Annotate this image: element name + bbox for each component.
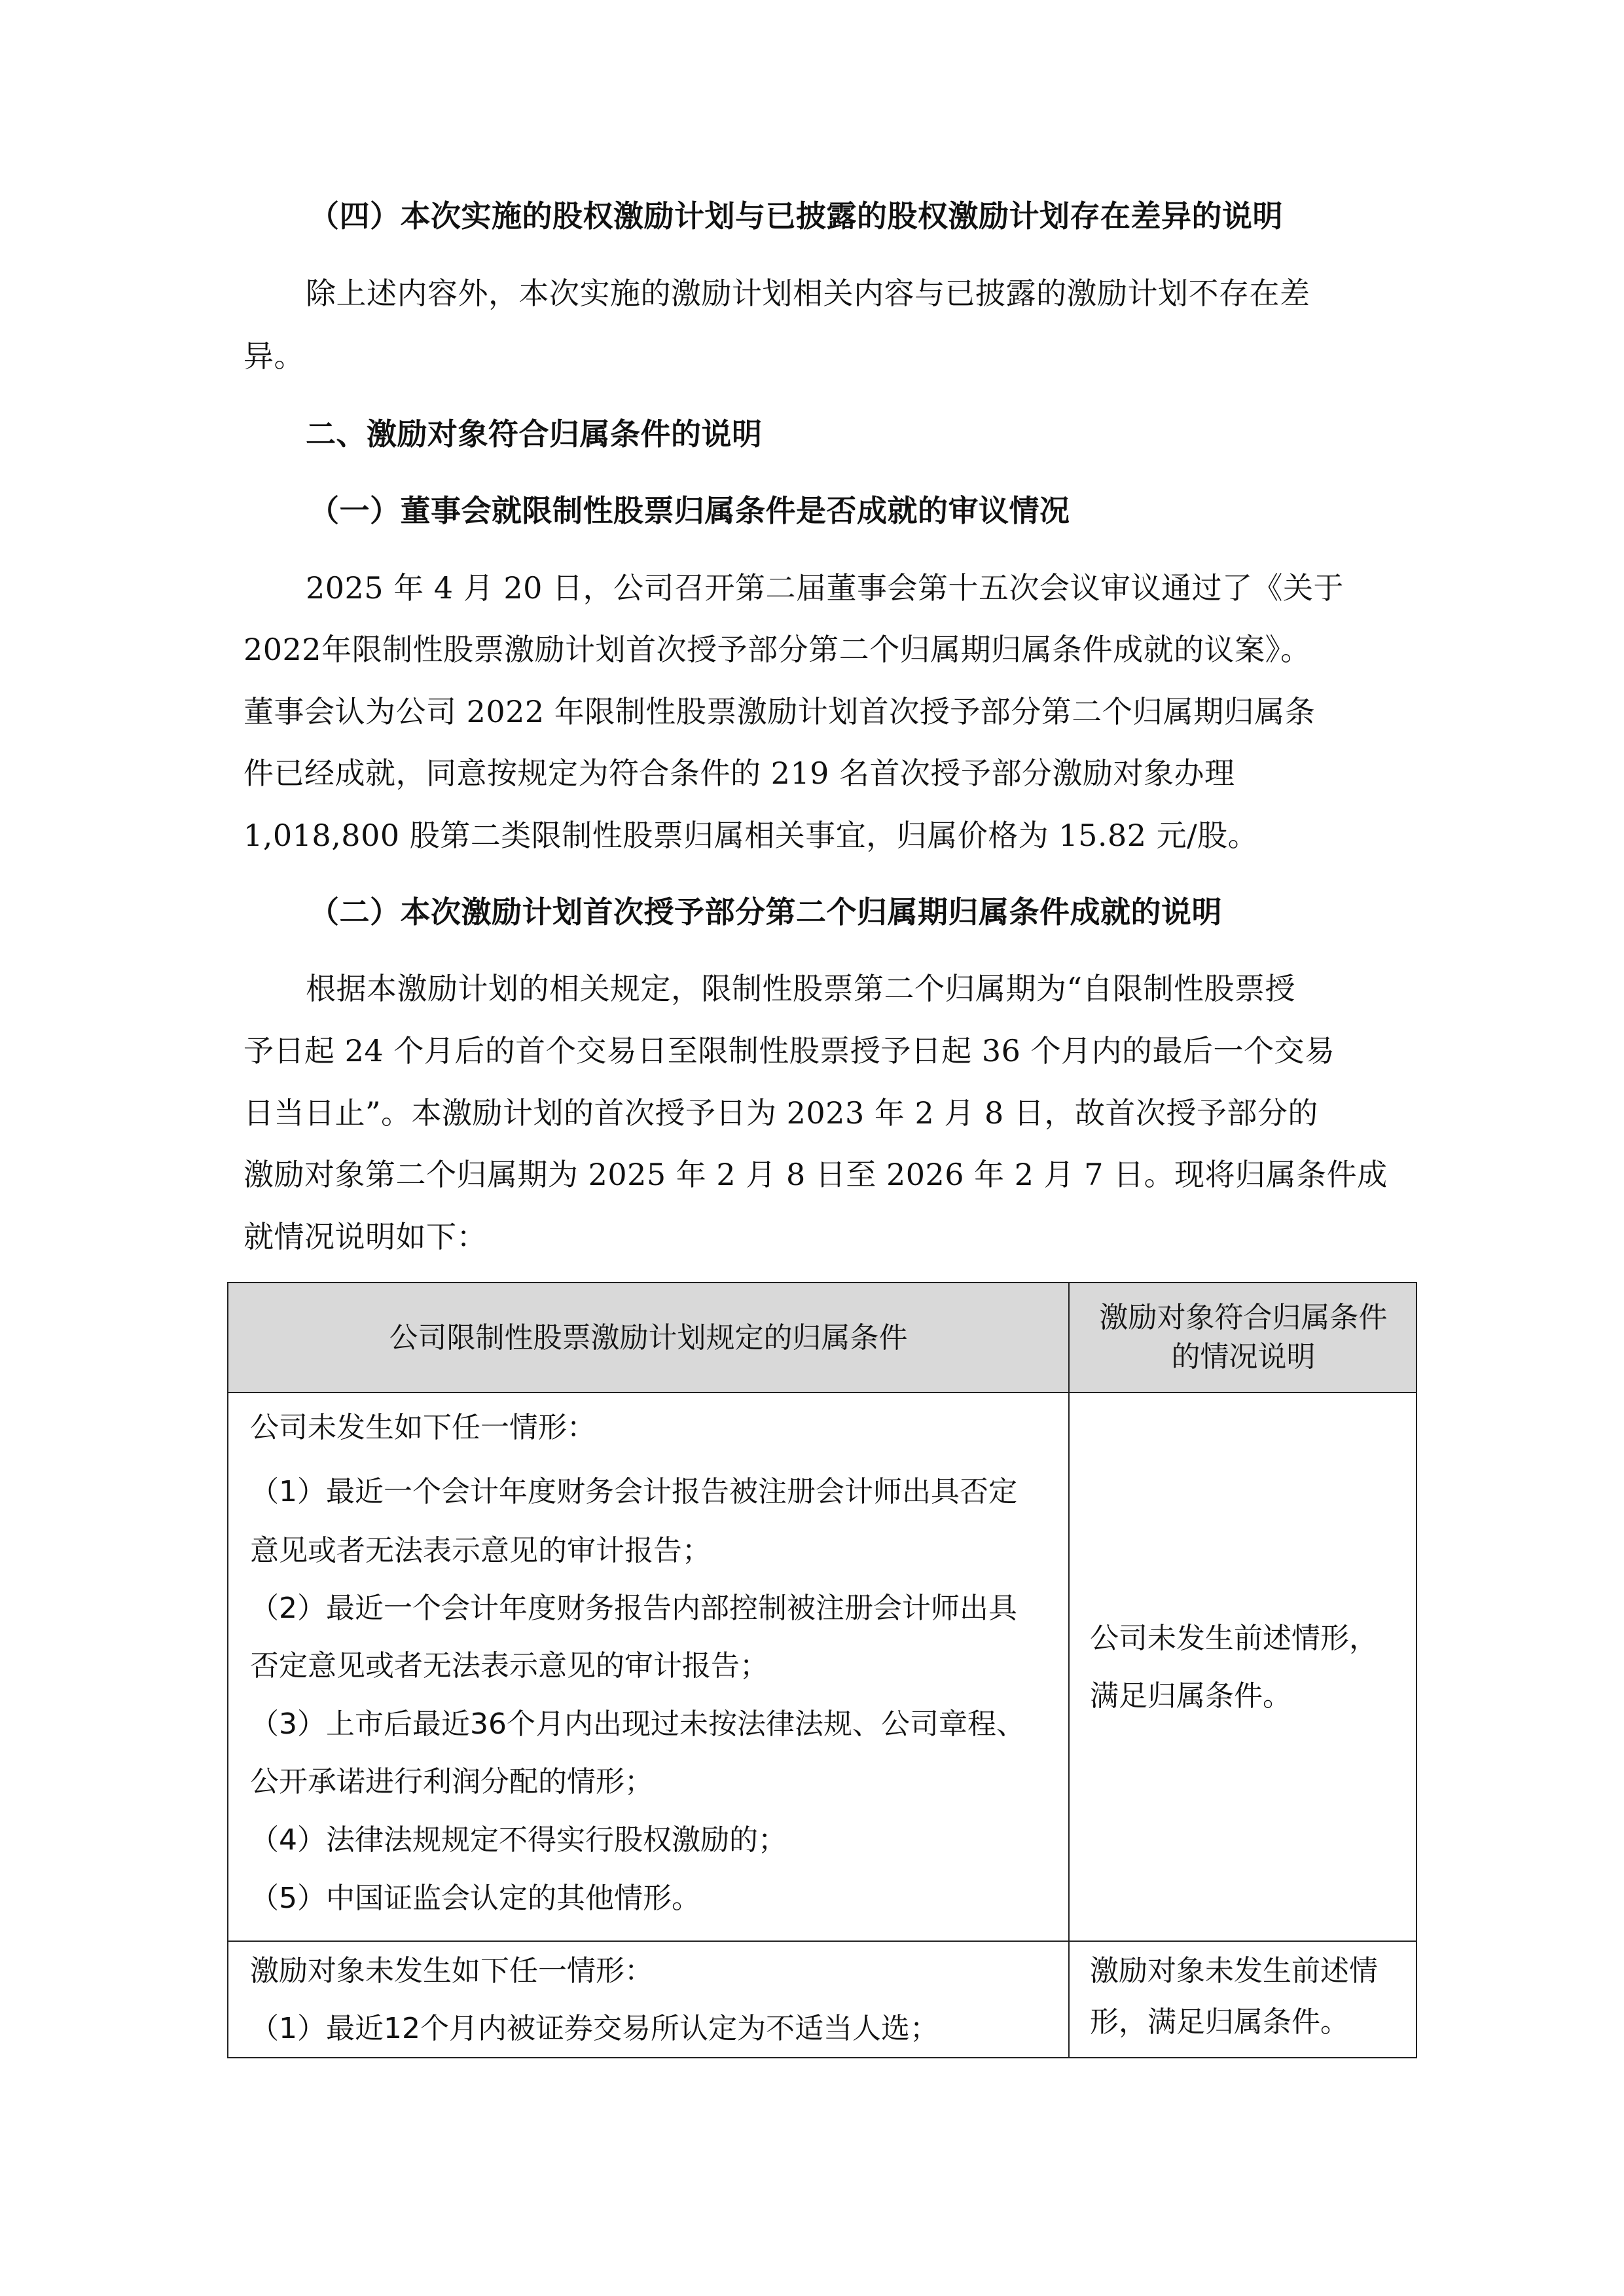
row1-left-line-3: 意见或者无法表示意见的审计报告； bbox=[250, 1534, 711, 1567]
row2-right-line-2: 形，满足归属条件。 bbox=[1090, 2005, 1349, 2039]
row1-left-line-5: 否定意见或者无法表示意见的审计报告； bbox=[250, 1649, 768, 1683]
vesting-conditions-table bbox=[227, 1282, 1417, 2058]
row1-left-line-4: （2）最近一个会计年度财务报告内部控制被注册会计师出具 bbox=[250, 1592, 1017, 1625]
table-row-divider bbox=[228, 1941, 1416, 1942]
row2-left-line-2: （1）最近12个月内被证券交易所认定为不适当人选； bbox=[250, 2012, 939, 2045]
subsection-2-body-line-1: 根据本激励计划的相关规定，限制性股票第二个归属期为“自限制性股票授 bbox=[306, 971, 1296, 1006]
row1-left-line-9: （5）中国证监会认定的其他情形。 bbox=[250, 1882, 700, 1915]
row2-left-line-1: 激励对象未发生如下任一情形： bbox=[250, 1954, 653, 1988]
row1-left-line-7: 公开承诺进行利润分配的情形； bbox=[250, 1765, 653, 1798]
row1-left-line-8: （4）法律法规规定不得实行股权激励的； bbox=[250, 1823, 787, 1857]
subsection-1-title: （一）董事会就限制性股票归属条件是否成就的审议情况 bbox=[309, 493, 1070, 528]
table-header-right-line-1: 激励对象符合归属条件 bbox=[1099, 1301, 1388, 1334]
subsection-1-body-line-3: 董事会认为公司 2022 年限制性股票激励计划首次授予部分第二个归属期归属条 bbox=[244, 694, 1316, 729]
subsection-2-body-line-3: 日当日止”。本激励计划的首次授予日为 2023 年 2 月 8 日，故首次授予部分的 bbox=[244, 1095, 1318, 1131]
subsection-1-body-line-1: 2025 年 4 月 20 日，公司召开第二届董事会第十五次会议审议通过了《关于 bbox=[306, 570, 1344, 606]
row1-left-line-2: （1）最近一个会计年度财务会计报告被注册会计师出具否定 bbox=[250, 1475, 1017, 1508]
section-2-title: 二、激励对象符合归属条件的说明 bbox=[306, 416, 763, 452]
row1-right-line-2: 满足归属条件。 bbox=[1090, 1679, 1291, 1713]
row1-right-line-1: 公司未发生前述情形， bbox=[1090, 1622, 1378, 1655]
subsection-1-body-line-5: 1,018,800 股第二类限制性股票归属相关事宜，归属价格为 15.82 元/股。 bbox=[244, 818, 1259, 853]
section-4-title: （四）本次实施的股权激励计划与已披露的股权激励计划存在差异的说明 bbox=[309, 198, 1283, 234]
subsection-2-title: （二）本次激励计划首次授予部分第二个归属期归属条件成就的说明 bbox=[309, 894, 1222, 930]
subsection-2-body-line-5: 就情况说明如下： bbox=[244, 1219, 487, 1254]
subsection-1-body-line-2: 2022年限制性股票激励计划首次授予部分第二个归属期归属条件成就的议案》。 bbox=[244, 632, 1311, 667]
subsection-2-body-line-2: 予日起 24 个月后的首个交易日至限制性股票授予日起 36 个月内的最后一个交易 bbox=[244, 1033, 1335, 1068]
section-4-body-line-1: 除上述内容外，本次实施的激励计划相关内容与已披露的激励计划不存在差 bbox=[306, 276, 1310, 311]
section-4-body-line-2: 异。 bbox=[244, 338, 304, 374]
table-header-left: 公司限制性股票激励计划规定的归属条件 bbox=[389, 1321, 908, 1355]
row2-right-line-1: 激励对象未发生前述情 bbox=[1090, 1954, 1378, 1988]
row1-left-line-1: 公司未发生如下任一情形： bbox=[250, 1411, 596, 1444]
table-header-right-line-2: 的情况说明 bbox=[1171, 1340, 1316, 1374]
row1-left-line-6: （3）上市后最近36个月内出现过未按法律法规、公司章程、 bbox=[250, 1707, 1025, 1741]
subsection-1-body-line-4: 件已经成就，同意按规定为符合条件的 219 名首次授予部分激励对象办理 bbox=[244, 756, 1235, 791]
subsection-2-body-line-4: 激励对象第二个归属期为 2025 年 2 月 8 日至 2026 年 2 月 7 日。现将归属条件成 bbox=[244, 1157, 1388, 1192]
